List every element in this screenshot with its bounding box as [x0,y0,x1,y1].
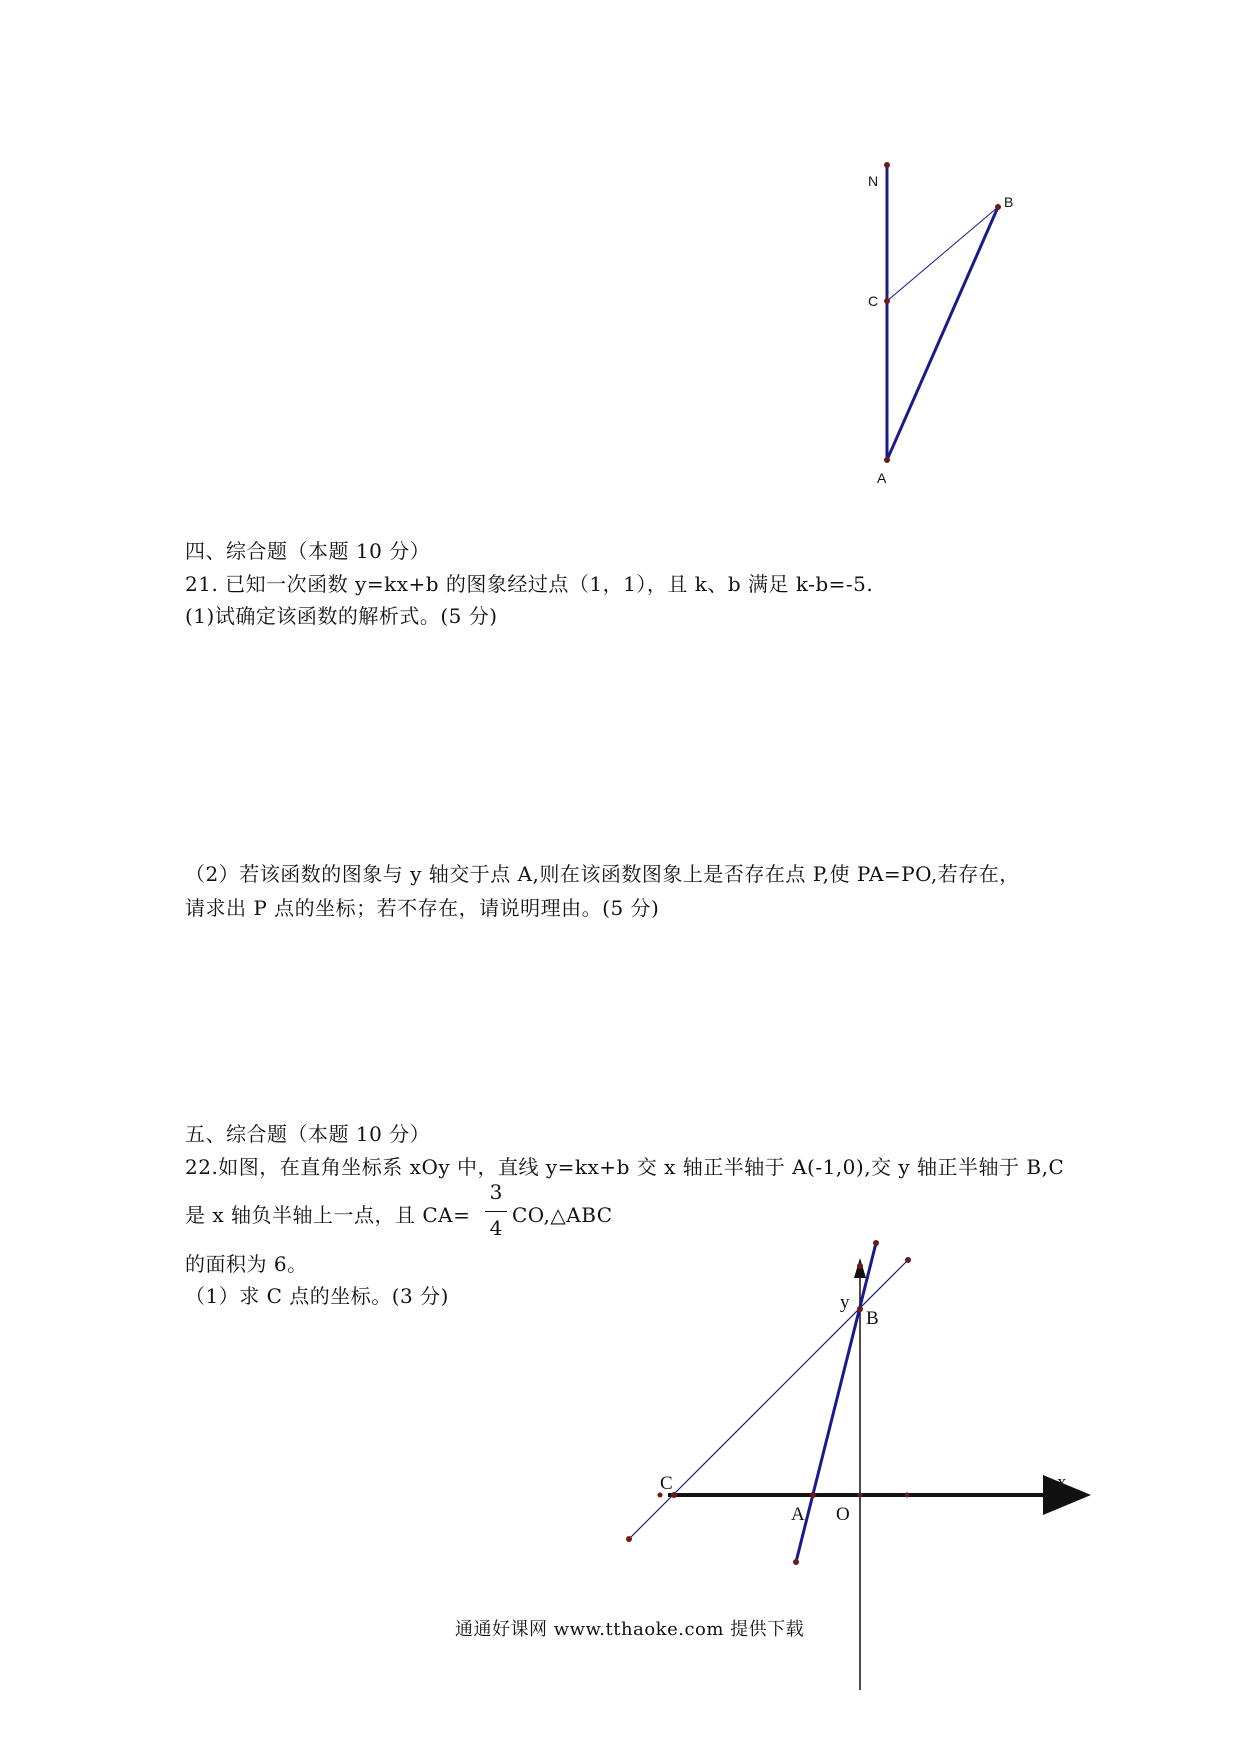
label-a: A [877,470,887,486]
question-22-line2-post: CO,△ABC [512,1203,613,1227]
point-y-top [857,1263,863,1269]
point-b [857,1306,863,1312]
label-y: y [840,1292,850,1313]
point-a [810,1492,816,1498]
point-right [905,1493,910,1498]
section4-heading: 四、综合题（本题 10 分） [185,539,431,563]
question-21: 21. 已知一次函数 y=kx+b 的图象经过点（1，1），且 k、b 满足 k-b=-5. [185,572,874,596]
fraction-numerator: 3 [489,1180,503,1204]
fraction-denominator: 4 [489,1216,503,1240]
footer-text: 通通好课网 www.tthaoke.com 提供下载 [455,1619,805,1640]
label-o: O [836,1504,850,1525]
question-21-part2-line2: 请求出 P 点的坐标；若不存在，请说明理由。(5 分) [185,896,660,920]
point-top-steep [873,1240,879,1246]
point-o [858,1493,863,1498]
label-b: B [866,1308,879,1329]
question-22-line3: 的面积为 6。 [185,1252,308,1276]
point-line-end [905,1257,911,1263]
label-c: C [868,293,879,309]
point-bottom-steep [793,1559,799,1565]
label-a: A [791,1504,805,1525]
question-21-part2-line1: （2）若该函数的图象与 y 轴交于点 A,则在该函数图象上是否存在点 P,使 PA=PO,若存在， [185,862,1020,886]
label-c: C [660,1473,673,1494]
point-line-start [626,1536,632,1542]
section5-heading: 五、综合题（本题 10 分） [185,1122,431,1146]
label-x: x [1057,1472,1067,1493]
question-21-part1: (1)试确定该函数的解析式。(5 分) [185,604,498,628]
label-b: B [1004,194,1014,210]
question-22-line1: 22.如图，在直角坐标系 xOy 中，直线 y=kx+b 交 x 轴正半轴于 A(-1,0),交 y 轴正半轴于 B,C [185,1155,1065,1179]
fraction-bar [485,1211,507,1212]
label-n: N [868,173,879,189]
line-cb [629,1260,908,1539]
question-22-part1: （1）求 C 点的坐标。(3 分) [185,1284,449,1308]
question-22-line2-pre: 是 x 轴负半轴上一点，且 CA= [185,1203,471,1227]
